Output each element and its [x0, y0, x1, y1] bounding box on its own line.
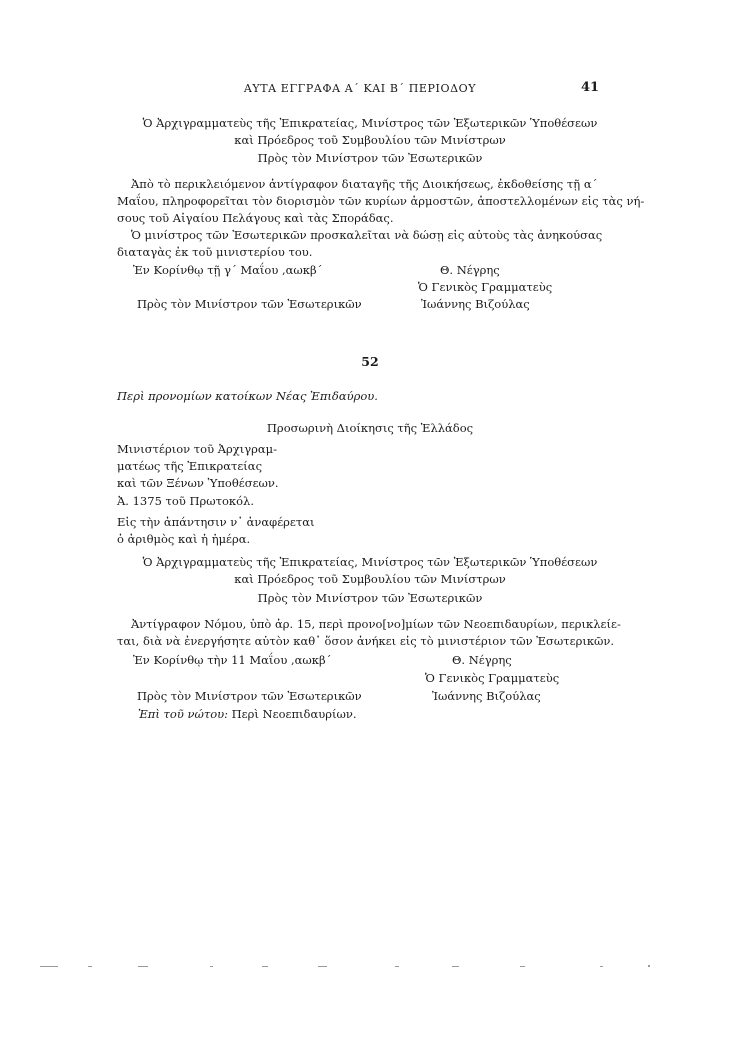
doc2-verso-text: Περὶ Νεοεπιδαυρίων. — [231, 707, 357, 721]
doc2-ministry-line3: καὶ τῶν Ξένων Ὑποθέσεων. — [117, 476, 279, 490]
doc1-para1-line3: σους τοῦ Αἰγαίου Πελάγους καὶ τὰς Σποράδας. — [117, 211, 394, 225]
doc2-ministry-line2: ματέως τῆς Ἐπικρατείας — [117, 459, 263, 473]
doc2-reply-line1: Εἰς τὴν ἀπάντησιν ν᾽ ἀναφέρεται — [117, 515, 315, 529]
doc1-footer-recipient: Πρὸς τὸν Μινίστρον τῶν Ἐσωτερικῶν — [137, 297, 362, 311]
doc2-authority: Προσωρινὴ Διοίκησις τῆς Ἑλλάδος — [266, 421, 474, 435]
doc2-secretary-name: Ἰωάννης Βιζούλας — [432, 689, 541, 703]
doc2-footer-recipient: Πρὸς τὸν Μινίστρον τῶν Ἐσωτερικῶν — [137, 689, 362, 703]
doc1-place-date: Ἐν Κορίνθῳ τῇ γ΄ Μαΐου ,αωκβ΄ — [133, 263, 323, 277]
doc2-reply-line2: ὁ ἀριθμὸς καὶ ἡ ἡμέρα. — [117, 532, 251, 546]
doc1-sender-line2: καὶ Πρόεδρος τοῦ Συμβουλίου τῶν Μινίστρων — [234, 133, 506, 147]
doc2-protocol: Ἀ. 1375 τοῦ Πρωτοκόλ. — [117, 494, 254, 508]
doc2-para-line1: Ἀντίγραφον Νόμου, ὑπὸ ἀρ. 15, περὶ προνο[νο]μίων τῶν Νεοεπιδαυρίων, περικλείε- — [131, 617, 621, 631]
doc2-ministry-line1: Μινιστέριον τοῦ Ἀρχιγραμ- — [117, 442, 278, 456]
doc1-signer-name: Θ. Νέγρης — [440, 263, 500, 277]
scan-specks — [0, 960, 744, 974]
doc1-secretary-name: Ἰωάννης Βιζούλας — [421, 297, 530, 311]
doc2-verso-label: Ἐπὶ τοῦ νώτου: — [138, 707, 228, 721]
doc2-sender-line2: καὶ Πρόεδρος τοῦ Συμβουλίου τῶν Μινίστρων — [234, 572, 506, 586]
doc1-recipient: Πρὸς τὸν Μινίστρον τῶν Ἐσωτερικῶν — [257, 151, 483, 165]
doc2-secretary-title: Ὁ Γενικὸς Γραμματεὺς — [425, 671, 560, 685]
doc1-sender-line1: Ὁ Ἀρχιγραμματεὺς τῆς Ἐπικρατείας, Μινίστρος τῶν Ἐξωτερικῶν Ὑποθέσεων — [142, 116, 598, 130]
doc2-para-line2: ται, διὰ νὰ ἐνεργήσητε αὐτὸν καθ᾽ ὅσον ἀνήκει εἰς τὸ μινιστέριον τῶν Ἐσωτερικῶν. — [117, 634, 615, 648]
doc1-secretary-title: Ὁ Γενικὸς Γραμματεὺς — [418, 280, 553, 294]
doc2-place-date: Ἐν Κορίνθῳ τὴν 11 Μαΐου ,αωκβ΄ — [133, 653, 332, 667]
doc2-verso — [138, 706, 357, 722]
doc1-para2-line2: διαταγὰς ἐκ τοῦ μινιστερίου του. — [117, 245, 313, 259]
doc1-para2-line1: Ὁ μινίστρος τῶν Ἐσωτερικῶν προσκαλεῖται νὰ δώσῃ εἰς αὐτοὺς τὰς ἀνηκούσας — [131, 228, 603, 242]
doc1-para1-line1: Ἀπὸ τὸ περικλειόμενον ἀντίγραφον διαταγῆς τῆς Διοικήσεως, ἐκδοθείσης τῇ α΄ — [131, 177, 598, 191]
page-number: 41 — [581, 80, 600, 95]
doc2-sender-line1: Ὁ Ἀρχιγραμματεὺς τῆς Ἐπικρατείας, Μινίστρος τῶν Ἐξωτερικῶν Ὑποθέσεων — [142, 555, 598, 569]
doc2-subject: Περὶ προνομίων κατοίκων Νέας Ἐπιδαύρου. — [117, 389, 378, 403]
doc2-number: 52 — [361, 354, 379, 369]
doc2-recipient: Πρὸς τὸν Μινίστρον τῶν Ἐσωτερικῶν — [257, 591, 483, 605]
doc2-signer-name: Θ. Νέγρης — [452, 653, 512, 667]
doc1-para1-line2: Μαΐου, πληροφορεῖται τὸν διορισμὸν τῶν κυρίων ἁρμοστῶν, ἀποστελλομένων εἰς τὰς νή- — [117, 194, 645, 208]
running-title: ΑΥΤΑ ΕΓΓΡΑΦΑ Α΄ ΚΑΙ Β΄ ΠΕΡΙΟΔΟΥ — [243, 82, 477, 95]
